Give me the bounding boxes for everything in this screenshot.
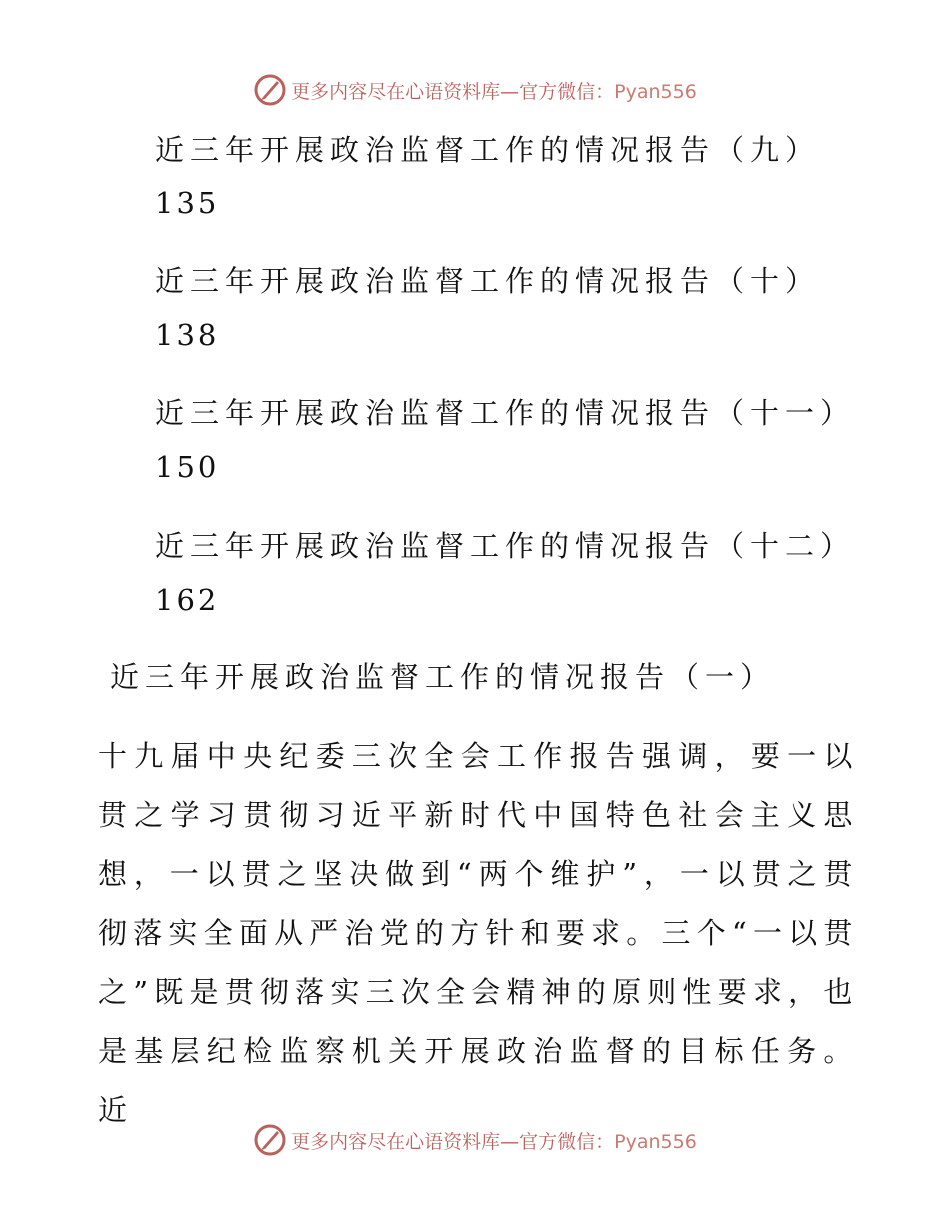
- toc-entry-title: 近三年开展政治监督工作的情况报告（十）: [155, 264, 821, 298]
- section-heading: 近三年开展政治监督工作的情况报告（一）: [110, 660, 776, 694]
- toc-entry-page: 138: [155, 318, 220, 352]
- watermark-text: 更多内容尽在心语资料库—官方微信：Pyan556: [291, 80, 697, 103]
- body-paragraph: 十九届中央纪委三次全会工作报告强调，要一以贯之学习贯彻习近平新时代中国特色社会主义思想，一以贯之坚决做到“两个维护”，一以贯之贯彻落实全面从严治党的方针和要求。三个“一以贯之”既是贯彻落实三次全会精神的原则性要求，也是基层纪检监察机关开展政治监督的目标任务。近: [98, 739, 858, 1127]
- toc-entry-title: 近三年开展政治监督工作的情况报告（十二）: [155, 529, 856, 563]
- footer-watermark: [0, 1120, 950, 1160]
- toc-entry-page: 150: [155, 450, 220, 484]
- quill-logo-icon: [253, 1123, 287, 1157]
- toc-entry-title: 近三年开展政治监督工作的情况报告（十一）: [155, 396, 856, 430]
- header-watermark: [0, 70, 950, 110]
- quill-logo-icon: [253, 73, 287, 107]
- toc-entry-title: 近三年开展政治监督工作的情况报告（九）: [155, 133, 821, 167]
- watermark-text: 更多内容尽在心语资料库—官方微信：Pyan556: [291, 1130, 697, 1153]
- toc-entry-page: 135: [155, 186, 220, 220]
- toc-entry-page: 162: [155, 583, 220, 617]
